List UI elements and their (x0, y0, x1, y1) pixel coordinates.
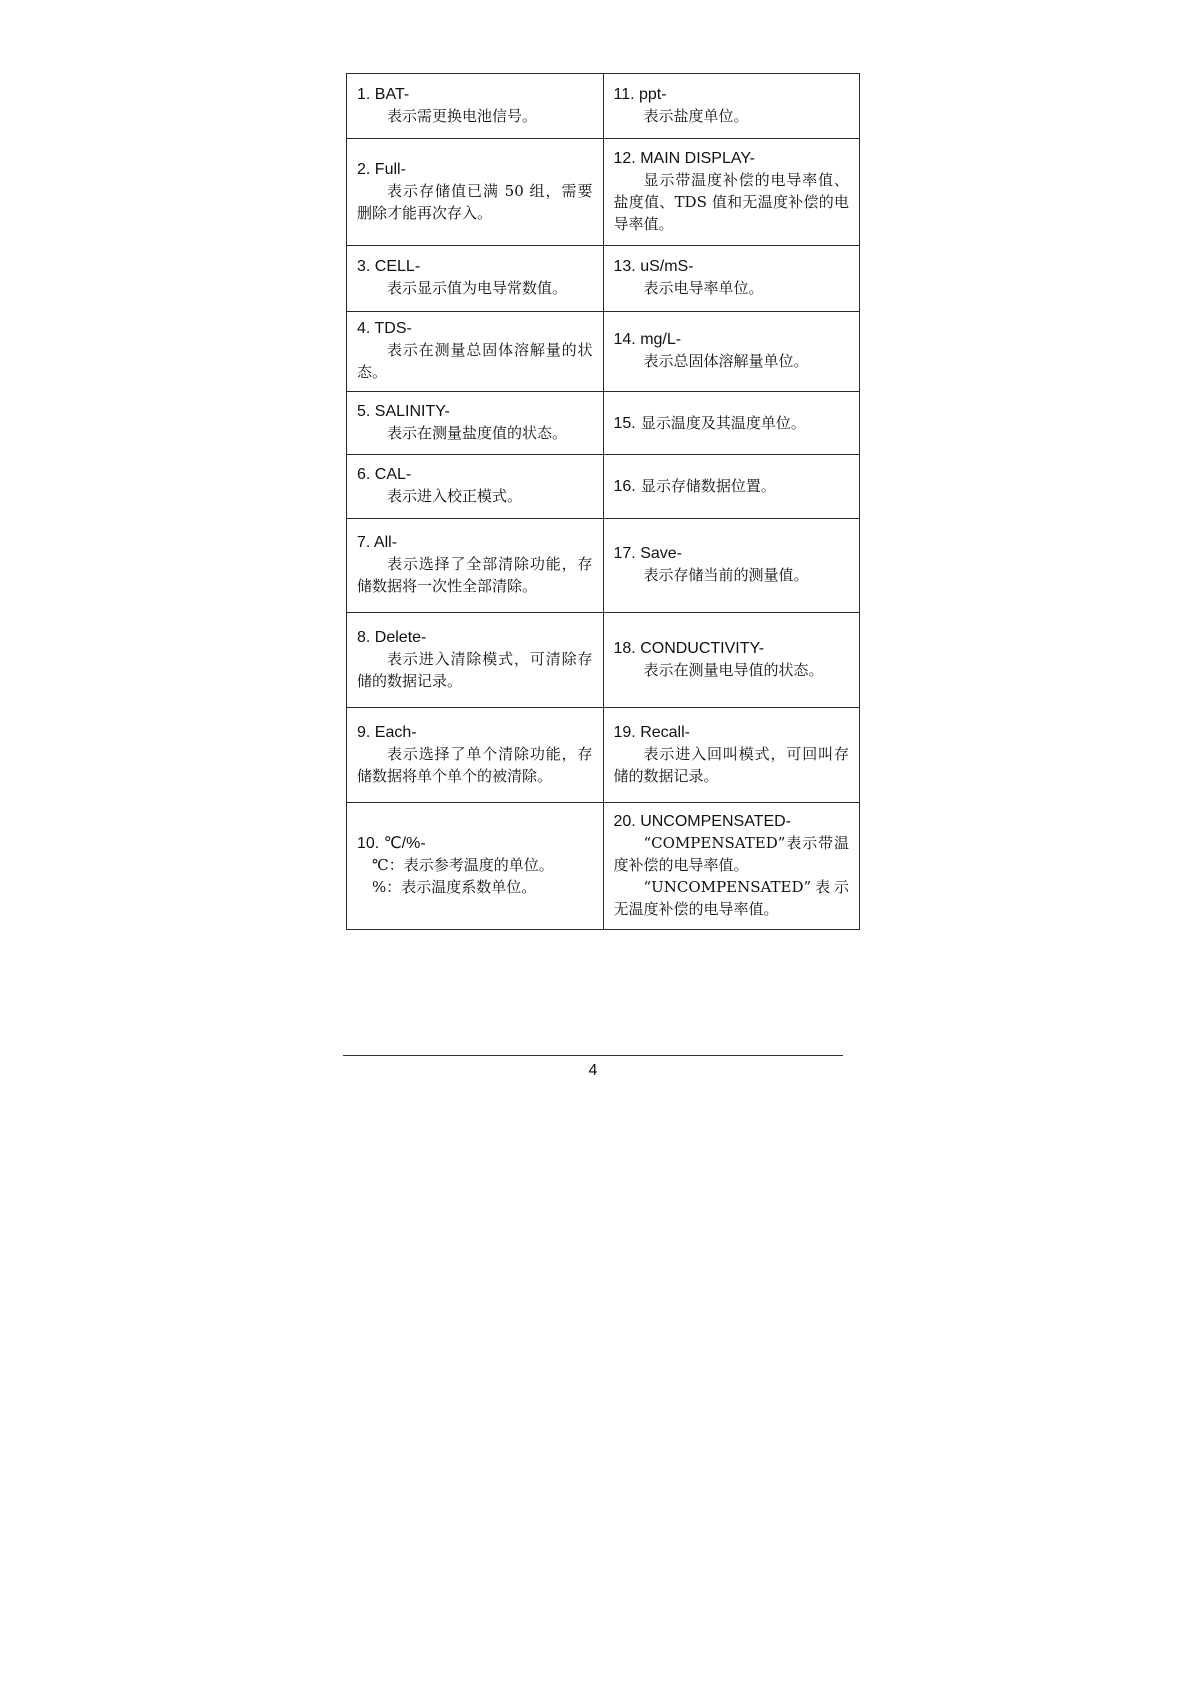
item-description: 表示进入清除模式，可清除存储的数据记录。 (357, 649, 593, 690)
item-number: 15. (613, 414, 636, 432)
table-row (347, 246, 860, 312)
item-description: %：表示温度系数单位。 (372, 877, 537, 896)
item-description: 表示盐度单位。 (643, 106, 749, 125)
table-row (347, 519, 860, 613)
item-term: 11. ppt- (613, 85, 667, 103)
item-description: 表示总固体溶解量单位。 (643, 352, 809, 370)
item-term: 3. CELL- (357, 258, 421, 275)
item-description: 表示在测量电导值的状态。 (643, 660, 824, 679)
table-row (347, 74, 860, 139)
item-term: 9. Each- (357, 723, 417, 741)
table-cell-item-18 (603, 613, 860, 708)
table-cell-item-11 (603, 74, 860, 139)
item-term: 18. CONDUCTIVITY- (613, 639, 765, 657)
item-description: 表示电导率单位。 (643, 279, 764, 297)
item-description: 表示在测量总固体溶解量的状态。 (357, 341, 593, 381)
item-term: 20. UNCOMPENSATED- (613, 812, 792, 830)
item-description: 显示温度及其温度单位。 (640, 413, 806, 432)
item-term: 2. Full- (357, 160, 406, 178)
item-description: 表示需更换电池信号。 (387, 106, 538, 125)
table-cell-item-2 (347, 139, 604, 246)
table-cell-item-20 (603, 803, 860, 930)
table-row (347, 455, 860, 519)
item-term: 17. Save- (613, 545, 682, 562)
item-description: 显示带温度补偿的电导率值、盐度值、TDS 值和无温度补偿的电导率值。 (613, 170, 849, 233)
table-cell-item-1 (347, 74, 604, 139)
table-cell-item-15 (603, 392, 860, 455)
footer-divider (343, 1055, 843, 1056)
item-description: 表示存储值已满 50 组，需要删除才能再次存入。 (357, 181, 593, 222)
item-term: 12. MAIN DISPLAY- (613, 149, 755, 167)
item-term: 13. uS/mS- (613, 258, 694, 275)
table-row (347, 392, 860, 455)
item-description: 表示进入校正模式。 (387, 487, 523, 505)
item-term: 7. All- (357, 534, 398, 551)
page-number: 4 (588, 1062, 598, 1079)
table-cell-item-3 (347, 246, 604, 312)
table-row (347, 312, 860, 392)
item-term: 1. BAT- (357, 85, 410, 103)
table-row (347, 613, 860, 708)
item-term: 6. CAL- (357, 466, 412, 483)
table-cell-item-14 (603, 312, 860, 392)
table-cell-item-19 (603, 708, 860, 803)
item-term: 10. ℃/%- (357, 834, 426, 852)
item-description: 表示进入回叫模式，可回叫存储的数据记录。 (613, 744, 849, 785)
item-term: 19. Recall- (613, 723, 690, 741)
item-number: 16. (613, 478, 636, 495)
table-cell-item-10 (347, 803, 604, 930)
definitions-table (346, 73, 860, 930)
table-row (347, 139, 860, 246)
item-description: 表示在测量盐度值的状态。 (387, 423, 568, 442)
table-row (347, 708, 860, 803)
item-term: 5. SALINITY- (357, 402, 450, 420)
item-description: 表示选择了全部清除功能，存储数据将一次性全部清除。 (357, 555, 593, 595)
item-description: 显示存储数据位置。 (640, 477, 776, 495)
table-cell-item-8 (347, 613, 604, 708)
table-cell-item-9 (347, 708, 604, 803)
item-description: 表示显示值为电导常数值。 (387, 279, 568, 297)
table-cell-item-17 (603, 519, 860, 613)
table-cell-item-12 (603, 139, 860, 246)
item-description: “UNCOMPENSATED”表示无温度补偿的电导率值。 (613, 877, 849, 918)
item-term: 4. TDS- (357, 320, 412, 337)
table-cell-item-4 (347, 312, 604, 392)
table-cell-item-6 (347, 455, 604, 519)
item-description: “COMPENSATED”表示带温度补偿的电导率值。 (613, 833, 849, 874)
table-row (347, 803, 860, 930)
table-cell-item-5 (347, 392, 604, 455)
item-description: 表示选择了单个清除功能，存储数据将单个单个的被清除。 (357, 744, 593, 785)
item-term: 8. Delete- (357, 628, 427, 646)
item-description: 表示存储当前的测量值。 (643, 566, 809, 584)
table-cell-item-16 (603, 455, 860, 519)
table-cell-item-7 (347, 519, 604, 613)
item-description: ℃：表示参考温度的单位。 (372, 855, 554, 874)
item-term: 14. mg/L- (613, 331, 682, 348)
table-cell-item-13 (603, 246, 860, 312)
